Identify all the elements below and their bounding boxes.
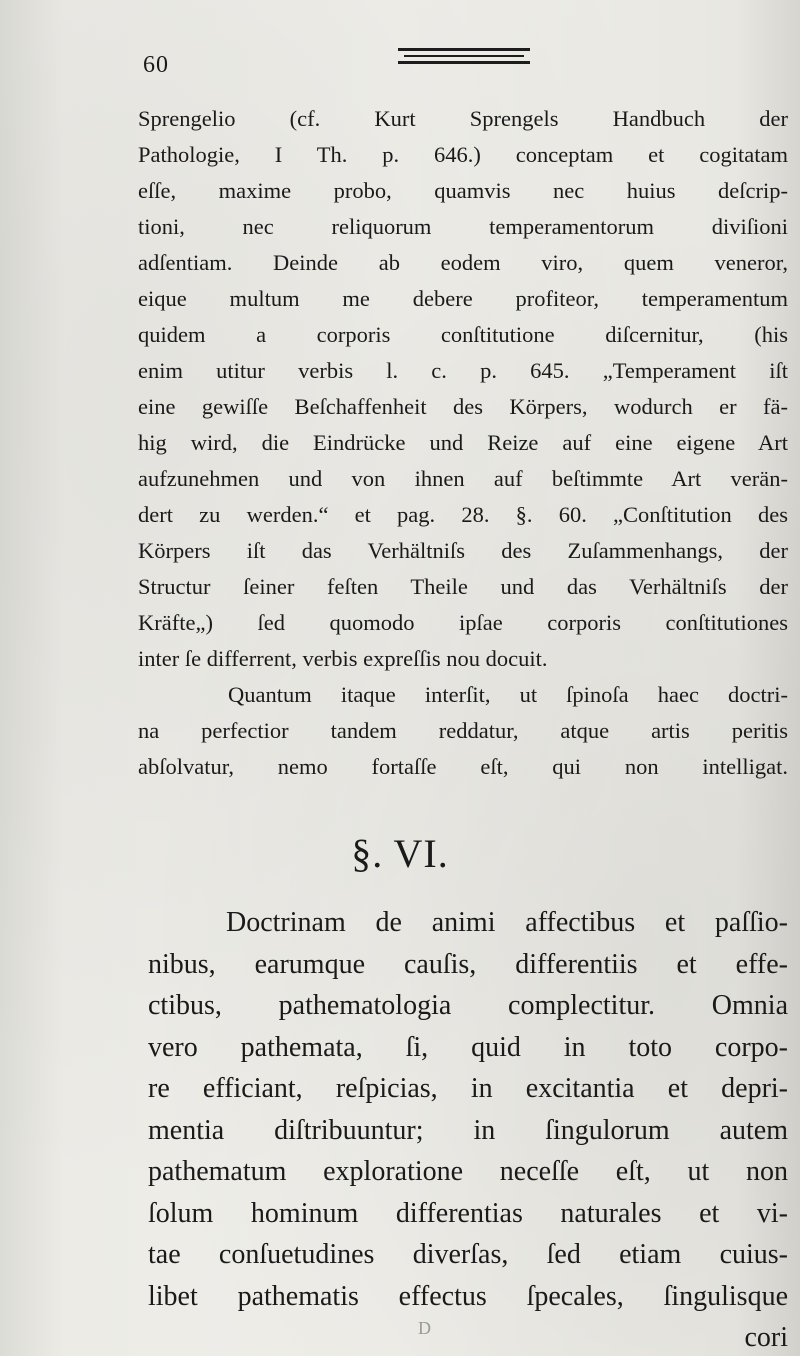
text-line: Pathologie, I Th. p. 646.) conceptam et cogitatam	[138, 142, 788, 167]
section-heading: §. VI.	[351, 831, 449, 876]
text-line: ctibus, pathematologia complectitur. Omnia	[148, 990, 788, 1021]
header-ornament-rule	[398, 48, 530, 66]
text-line: enim utitur verbis l. c. p. 645. „Temperament iſt	[138, 358, 788, 383]
text-line: aufzunehmen und von ihnen auf beſtimmte Art verän-	[138, 466, 788, 491]
text-line: eſſe, maxime probo, quamvis nec huius deſcrip-	[138, 178, 788, 203]
text-line: tae conſuetudines diverſas, ſed etiam cuius-	[148, 1239, 788, 1270]
rule-line-bottom	[398, 61, 530, 64]
section-body-text	[148, 902, 788, 1356]
text-line: re efficiant, reſpicias, in excitantia et depri-	[148, 1073, 788, 1104]
text-line: mentia diſtribuuntur; in ſingulorum autem	[148, 1114, 788, 1146]
text-line: Structur ſeiner feſten Theile und das Verhältniſs der	[138, 574, 788, 599]
catchword: cori	[744, 1322, 788, 1353]
text-line: ſolum hominum differentias naturales et vi-	[148, 1197, 788, 1229]
text-line: inter ſe differrent, verbis expreſſis nou docuit.	[138, 646, 548, 671]
page-number: 60	[143, 52, 169, 78]
text-line: pathematum exploratione neceſſe eſt, ut non	[148, 1156, 788, 1187]
text-line: vero pathemata, ſi, quid in toto corpo-	[148, 1031, 788, 1063]
text-line: nibus, earumque cauſis, differentiis et effe-	[148, 948, 788, 980]
signature-mark: D	[418, 1318, 431, 1338]
text-line: Doctrinam de animi affectibus et paſſio-	[226, 907, 788, 938]
text-line: tioni, nec reliquorum temperamentorum diviſioni	[138, 214, 788, 239]
text-line: adſentiam. Deinde ab eodem viro, quem veneror,	[138, 250, 788, 275]
text-line: hig wird, die Eindrücke und Reize auf eine eigene Art	[138, 430, 788, 455]
text-line: libet pathematis effectus ſpecales, ſingulisque	[148, 1280, 788, 1312]
text-line: quidem a corporis conſtitutione diſcernitur, (his	[138, 322, 788, 347]
rule-line-top	[398, 48, 530, 51]
text-line: eine gewiſſe Beſchaffenheit des Körpers, wodurch er fä-	[138, 394, 788, 419]
text-line: Körpers iſt das Verhältniſs des Zuſammenhangs, der	[138, 538, 788, 563]
text-line: eique multum me debere profiteor, temperamentum	[138, 286, 788, 311]
text-line: dert zu werden.“ et pag. 28. §. 60. „Conſtitution des	[138, 502, 788, 527]
footnote-continuation-text	[138, 101, 788, 785]
text-line: Quantum itaque interſit, ut ſpinoſa haec doctri-	[228, 682, 788, 707]
rule-line-middle	[404, 55, 524, 57]
text-line: na perfectior tandem reddatur, atque artis peritis	[138, 718, 788, 743]
text-line: Kräfte„) ſed quomodo ipſae corporis conſtitutiones	[138, 610, 788, 635]
text-line: abſolvatur, nemo fortaſſe eſt, qui non intelligat.	[138, 754, 788, 779]
text-line: Sprengelio (cf. Kurt Sprengels Handbuch der	[138, 106, 788, 131]
